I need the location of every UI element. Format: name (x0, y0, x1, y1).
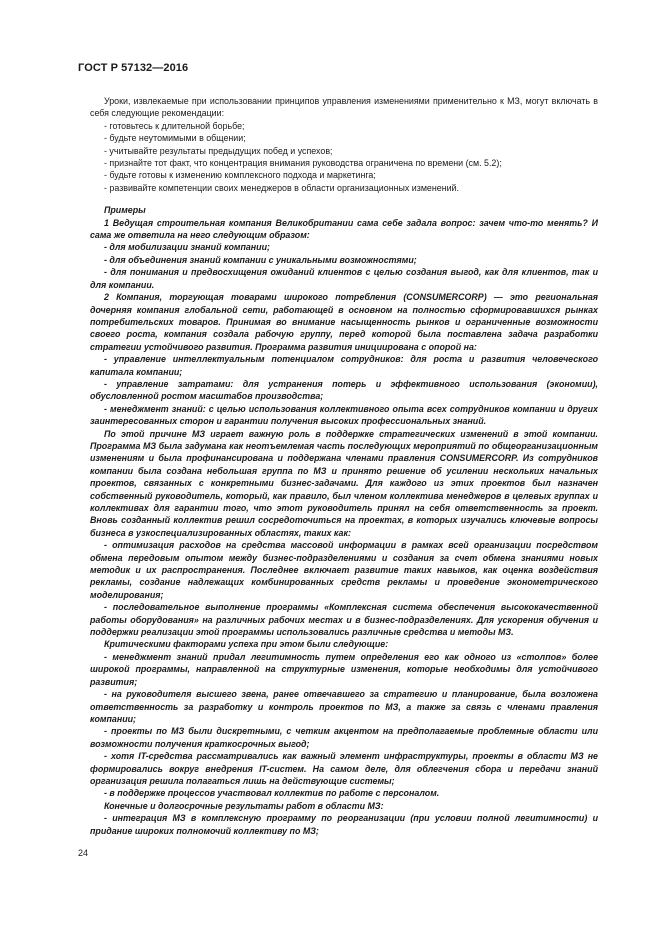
example-paragraph: 2 Компания, торгующая товарами широкого потребления (CONSUMERCORP) — это региональная дочерняя компания глобальной сети, работающей в основном на полностью сформировавшихся рынках потребительских товаров. Принимая во внимание насыщенность рынков и ограниченные возможности своего роста, компания создала рабочую группу, перед которой была поставлена задача разработки стратегии устойчивого развития. Программа развития инициирована с опорой на: (90, 292, 598, 352)
example-paragraph: - для мобилизации знаний компании; (104, 242, 270, 253)
example-paragraph: Конечные и долгосрочные результаты работ в области МЗ: (104, 800, 384, 811)
example-paragraph: - проекты по МЗ были дискретными, с четким акцентом на предполагаемые проблемные области или возможности получения краткосрочных выгод; (90, 726, 598, 749)
intro-item: - будьте неутомимыми в общении; (104, 133, 246, 144)
intro-item: - готовьтесь к длительной борьбе; (104, 120, 245, 131)
example-paragraph: - на руководителя высшего звена, ранее отвечавшего за стратегию и планирование, была возложена ответственность за разработку и контроль проектов по МЗ, а также за связь с членами правления компании; (90, 689, 598, 724)
page-number: 24 (78, 848, 89, 858)
intro-lead: Уроки, извлекаемые при использовании принципов управления изменениями применительно к МЗ, могут включать в себя следующие рекомендации: (90, 96, 598, 119)
example-paragraph: - в поддержке процессов участвовал коллектив по работе с персоналом. (104, 788, 440, 799)
example-paragraph: - управление интеллектуальным потенциалом сотрудников: для роста и развития человеческого капитала компании; (90, 354, 598, 377)
intro-item: - развивайте компетенции своих менеджеров в области организационных изменений. (104, 182, 459, 193)
example-paragraph: По этой причине МЗ играет важную роль в поддержке стратегических изменений в этой компании. Программа МЗ была задумана как неотъемлемая часть последующих мероприятий по общеорганизационным изменениям и была профинансирована и поддержана членами правления CONSUMERCORP. Из сотрудников компании была создана небольшая группа по МЗ и принято решение об усилении нескольких начальных проектов, связанных с конкретными бизнес-задачами. Для каждого из этих проектов был назначен собственный руководитель, который, как правило, был членом коллектива менеджеров в целевых группах и коллективах для гарантии того, что этот руководитель принял на себя ответственность за проект. Вновь созданный коллектив решил сосредоточиться на проектах, в которых изучались ключевые вопросы бизнеса в узкоспециализированных областях, таких как: (90, 428, 598, 538)
example-paragraph: - менеджмент знаний придал легитимность путем определения его как одного из «столпов» более широкой программы, направленной на структурные изменения, которые необходимы для устойчивого развития; (90, 651, 598, 687)
intro-item: - признайте тот факт, что концентрация внимания руководства ограничена по времени (см. 5.2); (104, 158, 502, 169)
example-paragraph: - для объединения знаний компании с уникальными возможностями; (104, 254, 417, 265)
example-paragraph: - оптимизация расходов на средства массовой информации в рамках всей организации посредством обмена передовым опытом между бизнес-подразделениями и создания за счет обмена знаниями новых методик и их распространения. Последнее включает развитие таких навыков, как оценка воздействия рекламы, создание надлежащих комбинированных средств рекламы и проведение эконометрического моделирования; (90, 540, 598, 600)
example-paragraph: - управление затратами: для устранения потерь и эффективного использования (экономии), обусловленной ростом масштабов производства; (90, 378, 598, 402)
example-paragraph: - менеджмент знаний: с целью использования коллективного опыта всех сотрудников компании и других заинтересованных сторон и гарантии получения высоких профессиональных знаний. (90, 403, 598, 427)
example-paragraph: - последовательное выполнение программы «Комплексная система обеспечения высококачественной работы оборудования» на различных рабочих местах и в бизнес-подразделениях. Для ускорения обучения и поддержки реализации этой программы использовались различные средства и методы МЗ. (90, 602, 598, 638)
example-paragraph: 1 Ведущая строительная компания Великобритании сама себе задала вопрос: зачем что-то менять? И сама же ответила на него следующим образом: (90, 217, 598, 241)
example-paragraph: - хотя IT-средства рассматривались как важный элемент инфраструктуры, проекты в области МЗ не формировались вокруг внедрения IT-систем. На самом деле, для облегчения сбора и передачи знаний организация решила полагаться лишь на действующие системы; (90, 751, 598, 786)
examples-title: Примеры (104, 205, 146, 216)
example-paragraph: - для понимания и предвосхищения ожиданий клиентов с целью создания выгод, как для клиентов, так и для компании. (90, 267, 598, 290)
example-paragraph: - интеграция МЗ в комплексную программу по реорганизации (при условии полной легитимности) и придание широких полномочий коллективу по МЗ; (90, 813, 598, 836)
document-header: ГОСТ Р 57132—2016 (78, 62, 189, 74)
intro-item: - будьте готовы к изменению комплексного подхода и маркетинга; (104, 170, 376, 181)
intro-item: - учитывайте результаты предыдущих побед и успехов; (104, 145, 333, 156)
example-paragraph: Критическими факторами успеха при этом были следующие: (104, 639, 389, 650)
page-body (90, 95, 598, 837)
